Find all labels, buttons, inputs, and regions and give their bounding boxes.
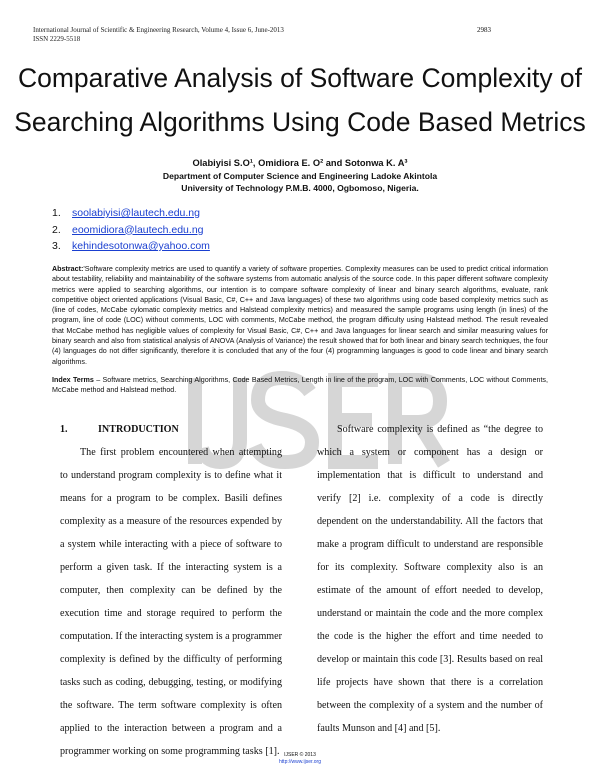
abstract-label: Abstract: bbox=[52, 265, 84, 273]
title-line-2: Searching Algorithms Using Code Based Metrics bbox=[14, 107, 586, 137]
email-list bbox=[52, 205, 210, 255]
left-column bbox=[60, 418, 282, 763]
email-item bbox=[52, 205, 210, 222]
email-item bbox=[52, 222, 210, 239]
paper-title bbox=[0, 56, 600, 144]
section-heading bbox=[60, 418, 282, 441]
email-item bbox=[52, 238, 210, 255]
university: University of Technology P.M.B. 4000, Ogbomoso, Nigeria. bbox=[181, 183, 419, 193]
footer-copyright: IJSER © 2013 bbox=[284, 752, 316, 758]
page-number: 2983 bbox=[477, 26, 491, 34]
abstract-block bbox=[52, 264, 548, 396]
department: Department of Computer Science and Engineering Ladoke Akintola bbox=[162, 170, 438, 181]
index-terms bbox=[52, 375, 548, 396]
section-title: INTRODUCTION bbox=[98, 424, 179, 435]
list-number: 1. bbox=[52, 207, 61, 219]
right-paragraph: Software complexity is defined as “the degree to which a system or component has a design or implementation that is difficult to understand and verify [2] i.e. complexity of a code is directly dependent on the understandability. All the factors that make a program difficult to understand are responsible for its complexity. Software complexity also is an estimate of the amount of effort needed to develop, understand or maintain the code and the more complex the code is the higher the effort and time needed to develop or maintain this code [3]. Results based on real life projects have shown that there is a correlation between the complexity of a system and the number of faults Munson and [4] and [5]. bbox=[317, 424, 543, 734]
email-link[interactable]: soolabiyisi@lautech.edu.ng bbox=[72, 207, 200, 219]
footer-link[interactable]: http://www.ijser.org bbox=[279, 759, 321, 765]
title-line-1: Comparative Analysis of Software Complexity of bbox=[17, 63, 583, 93]
journal-header: International Journal of Scientific & Engineering Research, Volume 4, Issue 6, June-2013 bbox=[33, 26, 284, 34]
author-names: Olabiyisi S.O¹, Omidiora E. O² and Sotonwa K. A³ bbox=[192, 158, 408, 168]
author-block bbox=[0, 157, 600, 195]
abstract-text: 'Software complexity metrics are used to quantify a variety of software properties. Complexity measures can be used to predict critical information about testability, reliability and maintainability of the software systems from automatic analysis of the source code. In this paper different software complexity metrics were applied to searching algorithms, our intention is to compare software complexity of linear and binary search algorithms, evaluate, rank competitive object oriented applications (Visual Basic, C#, C++ and Java languages) of these two algorithms using code based complexity metrics such as (line of codes, McCabe cylomatic complexity metrics and Halstead complexity metrics) and measured the sample programs using length (in lines) of the program, line of code (LOC) without comments, LOC with comments, McCabe method, the program difficulty using Halstead method. The result revealed that McCabe method has negligible values of complexity for Visual Basic, C#, C++ and Java languages for linear search and similar measuring values for binary search and also from statistical analysis of ANOVA (Analysis of Variance) the result showed that for both linear and binary search techniques, the four (4) languages do not differ significantly, therefore it is concluded that any of the four (4) programming languages is good to code linear and binary search algorithms. bbox=[52, 265, 548, 366]
abstract bbox=[52, 264, 548, 367]
section-number: 1. bbox=[60, 424, 68, 435]
email-link[interactable]: eoomidiora@lautech.edu.ng bbox=[72, 223, 204, 236]
list-number: 3. bbox=[52, 240, 61, 252]
footer bbox=[0, 752, 600, 766]
index-terms-label: Index Terms bbox=[52, 375, 94, 384]
list-number: 2. bbox=[52, 223, 61, 236]
email-link[interactable]: kehindesotonwa@yahoo.com bbox=[72, 240, 210, 252]
left-paragraph: The first problem encountered when attempting to understand program complexity is to define what it means for a program to be complex. Basili defines complexity as a measure of the resources expended by a system while interacting with a piece of software to perform a given task. If the interacting system is a computer, then complexity can be defined by the execution time and storage required to perform the computation. If the interacting system is a programmer complexity is defined by the difficulty of performing tasks such as coding, debugging, testing, or modifying the software. The term software complexity is often applied to the interaction between a program and a programmer working on some programming tasks [1]. bbox=[60, 447, 282, 757]
index-terms-text: – Software metrics, Searching Algorithms, Code Based Metrics, Length in line of the program, LOC with Comments, LOC without Comments, McCabe method and Halstead method. bbox=[52, 375, 548, 395]
issn: ISSN 2229-5518 bbox=[33, 35, 81, 43]
right-column bbox=[317, 418, 543, 740]
